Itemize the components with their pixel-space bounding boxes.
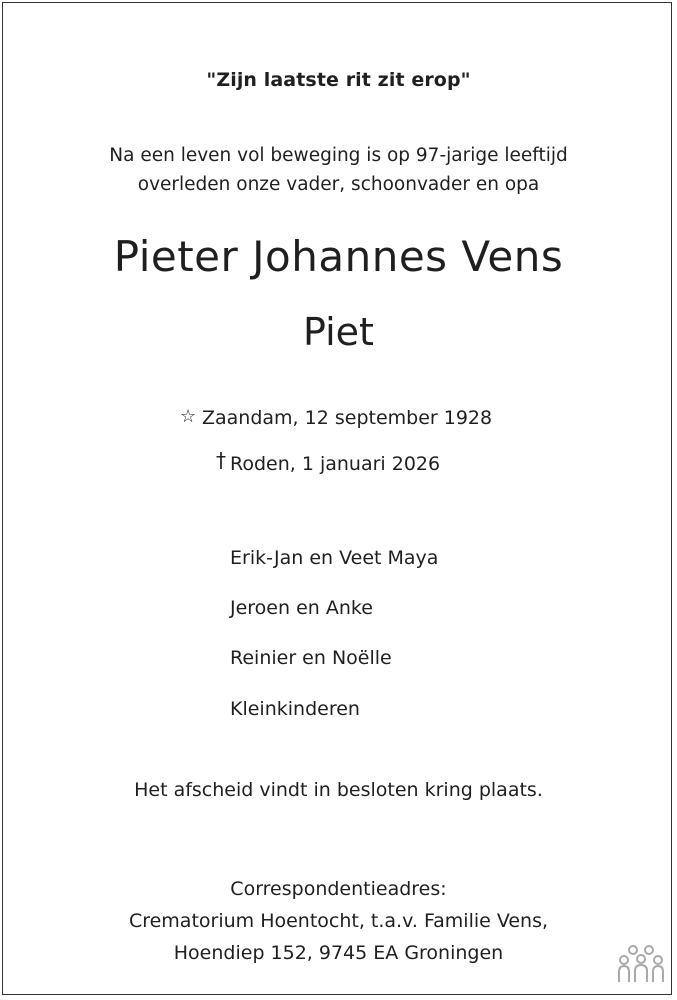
cross-icon: † bbox=[216, 448, 226, 472]
intro-text bbox=[0, 141, 677, 199]
death-line bbox=[180, 448, 440, 475]
family-member: Reinier en Noëlle bbox=[230, 647, 392, 669]
farewell-text: Het afscheid vindt in besloten kring plaats. bbox=[134, 779, 543, 801]
people-group-icon bbox=[617, 944, 665, 986]
notice-quote: "Zijn laatste rit zit erop" bbox=[206, 69, 471, 91]
intro-line-2: overleden onze vader, schoonvader en opa bbox=[137, 174, 540, 195]
star-icon: ☆ bbox=[180, 406, 197, 427]
correspondence-line-2: Hoendiep 152, 9745 EA Groningen bbox=[173, 942, 504, 964]
intro-line-1: Na een leven vol beweging is op 97-jarige leeftijd bbox=[109, 145, 568, 166]
family-member: Jeroen en Anke bbox=[230, 597, 373, 619]
birth-text: Zaandam, 12 september 1928 bbox=[202, 407, 493, 429]
birth-line bbox=[180, 406, 492, 429]
correspondence-address bbox=[0, 873, 677, 969]
deceased-nickname: Piet bbox=[303, 310, 374, 354]
deceased-full-name: Pieter Johannes Vens bbox=[113, 232, 564, 281]
correspondence-heading: Correspondentieadres: bbox=[230, 878, 447, 900]
family-member: Kleinkinderen bbox=[230, 698, 360, 720]
family-member: Erik-Jan en Veet Maya bbox=[230, 547, 439, 569]
correspondence-line-1: Crematorium Hoentocht, t.a.v. Familie Vens, bbox=[128, 910, 549, 932]
death-text: Roden, 1 januari 2026 bbox=[230, 453, 441, 475]
